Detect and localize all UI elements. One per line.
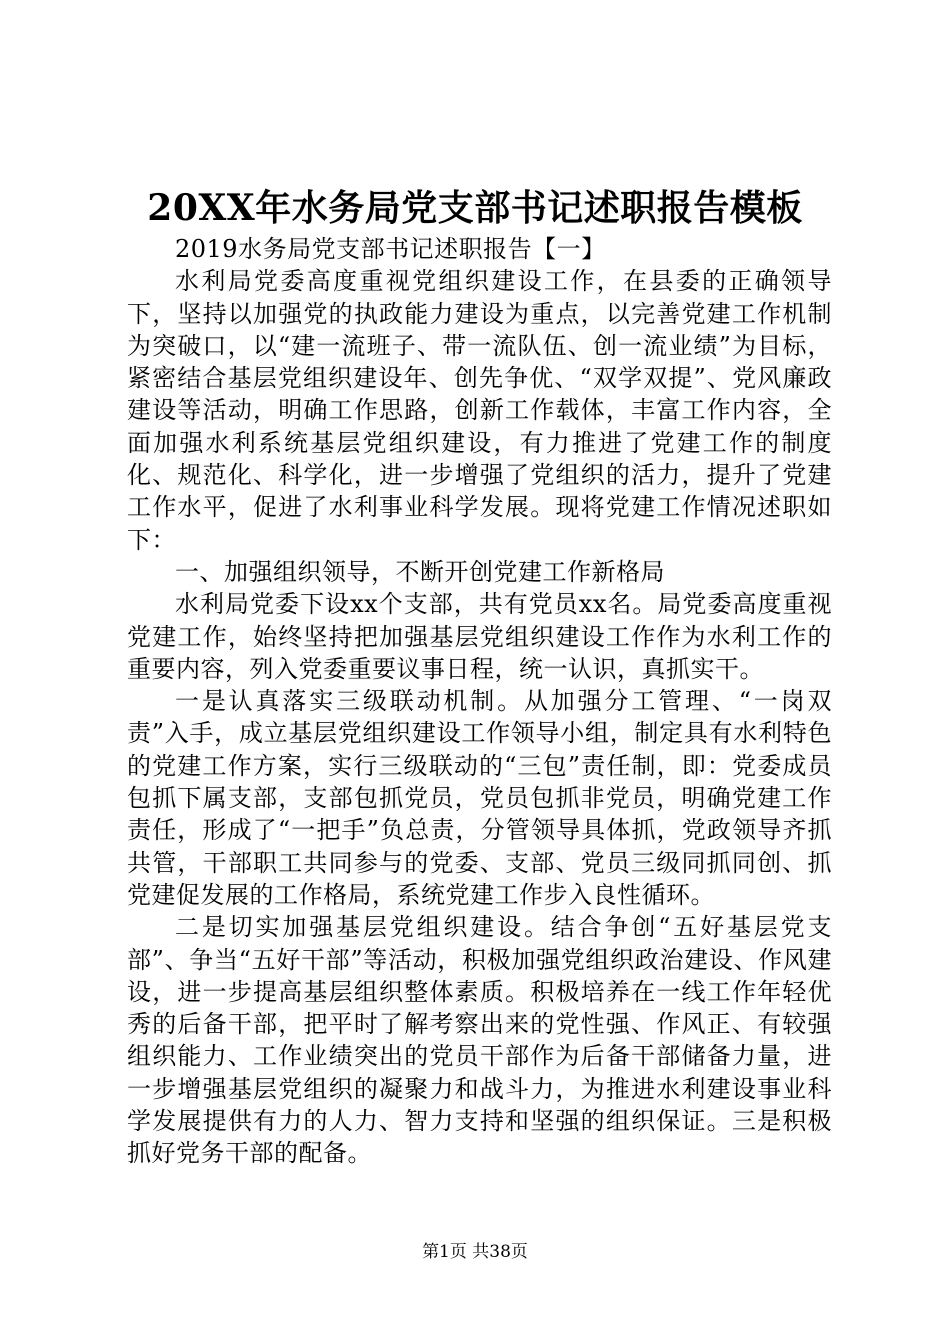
body-paragraph: 二是切实加强基层党组织建设。结合争创“五好基层党支部”、争当“五好干部”等活动，积极加强党组织政治建设、作风建设，进一步提高基层组织整体素质。积极培养在一线工作年轻优秀的后备干部，把平时了解考察出来的党性强、作风正、有较强组织能力、工作业绩突出的党员干部作为后备干部储备力量，进一步增强基层党组织的凝聚力和战斗力，为推进水利建设事业科学发展提供有力的人力、智力支持和坚强的组织保证。三是积极抓好党务干部的配备。 bbox=[127, 913, 832, 1168]
section-heading: 2019水务局党支部书记述职报告【一】 bbox=[175, 235, 606, 263]
page-number-footer: 第1页 共38页 bbox=[422, 1242, 528, 1262]
document-title: 20XX年水务局党支部书记述职报告模板 bbox=[147, 187, 803, 229]
section-heading: 一、加强组织领导，不断开创党建工作新格局 bbox=[175, 557, 665, 586]
body-paragraph: 水利局党委下设xx个支部，共有党员xx名。局党委高度重视党建工作，始终坚持把加强基层党组织建设工作作为水利工作的重要内容，列入党委重要议事日程，统一认识，真抓实干。 bbox=[127, 590, 832, 683]
body-paragraph: 水利局党委高度重视党组织建设工作，在县委的正确领导下，坚持以加强党的执政能力建设为重点，以完善党建工作机制为突破口，以“建一流班子、带一流队伍、创一流业绩”为目标，紧密结合基层党组织建设年、创先争优、“双学双提”、党风廉政建设等活动，明确工作思路，创新工作载体，丰富工作内容，全面加强水利系统基层党组织建设，有力推进了党建工作的制度化、规范化、科学化，进一步增强了党组织的活力，提升了党建工作水平，促进了水利事业科学发展。现将党建工作情况述职如下： bbox=[127, 267, 832, 554]
body-paragraph: 一是认真落实三级联动机制。从加强分工管理、“一岗双责”入手，成立基层党组织建设工作领导小组，制定具有水利特色的党建工作方案，实行三级联动的“三包”责任制，即：党委成员包抓下属支部，支部包抓党员，党员包抓非党员，明确党建工作责任，形成了“一把手”负总责，分管领导具体抓，党政领导齐抓共管，干部职工共同参与的党委、支部、党员三级同抓同创、抓党建促发展的工作格局，系统党建工作步入良性循环。 bbox=[127, 687, 832, 909]
document-body bbox=[127, 233, 832, 1170]
